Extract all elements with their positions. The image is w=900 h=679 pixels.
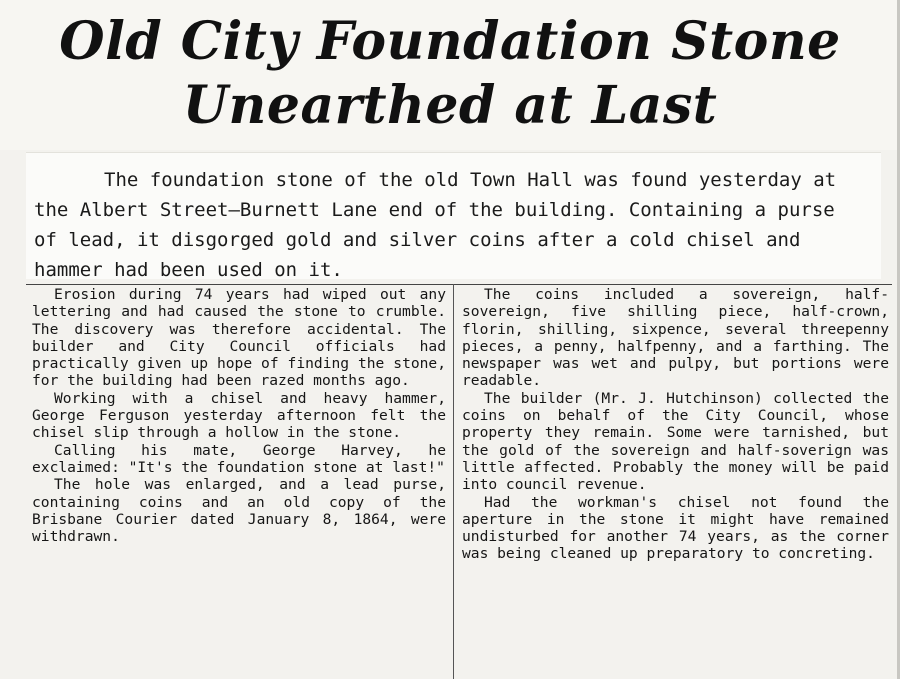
left-paragraph-1: Erosion during 74 years had wiped out any lettering and had caused the stone to crumble. The discovery was therefore accidental. The builder and City Council officials had practically given up hope of finding the stone, for the building had been razed months ago. — [32, 286, 446, 390]
right-column — [462, 286, 889, 679]
headline-line-2: Unearthed at Last — [182, 75, 718, 136]
headline — [0, 0, 900, 150]
left-paragraph-4: The hole was enlarged, and a lead purse, containing coins and an old copy of the Brisbane Courier dated January 8, 1864, were withdrawn. — [32, 476, 446, 546]
right-paragraph-3: Had the workman's chisel not found the aperture in the stone it might have remained undisturbed for another 74 years, as the corner was being cleaned up preparatory to concreting. — [462, 493, 889, 563]
column-divider — [453, 284, 454, 679]
left-paragraph-2: Working with a chisel and heavy hammer, George Ferguson yesterday afternoon felt the chisel slip through a hollow in the stone. — [32, 389, 446, 442]
lede-text: The foundation stone of the old Town Hall was found yesterday at the Albert Street—Burnett Lane end of the building. Containing a purse of lead, it disgorged gold and silver coins after a cold chisel and hammer had been used on it. — [34, 169, 837, 281]
right-paragraph-2: The builder (Mr. J. Hutchinson) collected the coins on behalf of the City Council, whose property they remain. Some were tarnished, but the gold of the sovereign and half-soverign was little affected. Probably the money will be paid into council revenue. — [462, 389, 889, 494]
lede-paragraph-box — [26, 152, 881, 279]
right-paragraph-1: The coins included a sovereign, half-sovereign, five shilling piece, half-crown, florin, shilling, sixpence, several threepenny pieces, a penny, halfpenny, and a farthing. The newspaper was wet and pulpy, but portions were readable. — [462, 286, 889, 390]
headline-line-1: Old City Foundation Stone — [59, 11, 841, 72]
left-column — [32, 286, 446, 679]
left-paragraph-3: Calling his mate, George Harvey, he exclaimed: "It's the foundation stone at last!" — [32, 441, 446, 476]
columns-top-rule — [26, 284, 892, 285]
lede-paragraph — [26, 153, 881, 285]
article-columns — [26, 284, 892, 679]
